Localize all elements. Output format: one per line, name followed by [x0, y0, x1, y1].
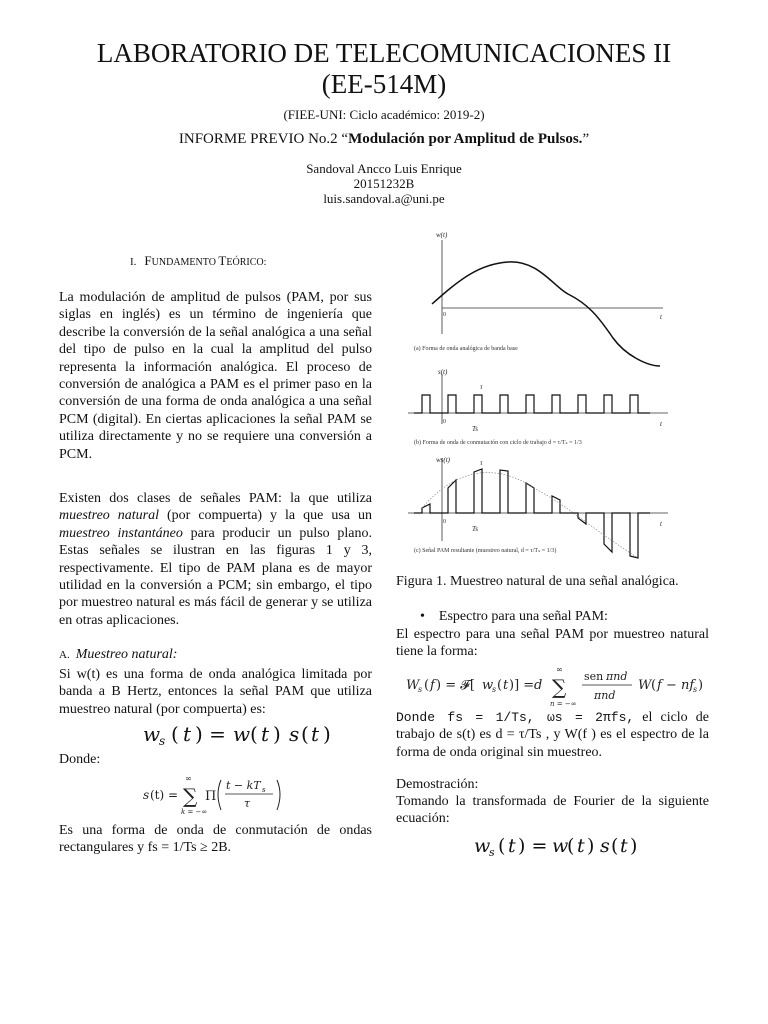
academic-cycle: (FIEE-UNI: Ciclo académico: 2019-2) [283, 107, 485, 122]
svg-text:w: w [233, 722, 251, 746]
bullet-dot: • [420, 609, 425, 624]
figure-caption: Figura 1. Muestreo natural de una señal analógica. [396, 574, 679, 589]
svg-text:(: ( [651, 678, 657, 693]
svg-text:(: ( [301, 722, 309, 746]
svg-text:t: t [508, 835, 516, 857]
svg-text:s: s [693, 685, 698, 694]
svg-text:w: w [482, 678, 494, 693]
svg-text:s: s [492, 685, 497, 694]
title-line-1: LABORATORIO DE TELECOMUNICACIONES II [96, 38, 672, 68]
svg-text:∞: ∞ [185, 774, 192, 783]
author-block [0, 161, 768, 206]
svg-text:(: ( [424, 678, 430, 693]
panel-a [414, 231, 663, 366]
p2-italic-natural: muestreo natural [59, 508, 160, 524]
Ts-label-c: Ts [472, 525, 478, 533]
bullet-spectrum [420, 608, 608, 625]
svg-text:): ) [630, 835, 638, 857]
eq3-text [474, 832, 480, 833]
svg-text:)] =: )] = [509, 678, 535, 693]
svg-text:(: ( [171, 722, 179, 746]
donde-label: Donde: [59, 752, 101, 767]
equation-spectrum-graphic [406, 663, 706, 709]
section-cap-2: T [218, 253, 227, 268]
pam-classes-paragraph [59, 490, 372, 629]
svg-text:s: s [489, 846, 495, 859]
svg-text:τ: τ [244, 797, 251, 810]
svg-text:∑: ∑ [552, 675, 567, 699]
figure-1-graphic [398, 226, 710, 566]
section-cap-1: F [144, 253, 152, 268]
svg-text:f: f [430, 678, 435, 693]
spectrum-paragraph: El espectro para una señal PAM por muestreo natural tiene la forma: [396, 627, 709, 660]
donde-fs-paragraph [396, 709, 709, 761]
report-suffix: ” [582, 131, 590, 147]
svg-text:∑: ∑ [183, 784, 198, 808]
axis-s-label: s(t) [438, 368, 448, 376]
equation-ws [143, 721, 343, 749]
equation-st-graphic [143, 772, 303, 816]
equation-ws-2 [474, 832, 644, 860]
svg-text:(: ( [250, 722, 258, 746]
svg-text:sen: sen [584, 670, 604, 683]
author-name: Sandoval Ancco Luis Enrique [306, 161, 462, 176]
subsection-number: A. [59, 649, 70, 661]
svg-text:(: ( [497, 678, 503, 693]
axis-w-label: w(t) [436, 231, 448, 239]
zero-c: 0 [443, 519, 446, 525]
svg-text:(: ( [611, 835, 619, 857]
svg-text:) =: ) = [195, 722, 226, 746]
svg-text:t: t [503, 678, 509, 693]
conmutacion-paragraph: Es una forma de onda de conmutación de ondas rectangulares y fs = 1/Ts ≥ 2B. [59, 823, 372, 856]
svg-text:(: ( [567, 835, 575, 857]
section-rest-1: UNDAMENTO [151, 257, 219, 268]
panel-c [408, 456, 668, 558]
report-title: Modulación por Amplitud de Pulsos. [348, 131, 583, 147]
author-code: 20151232B [353, 176, 415, 191]
intro-paragraph: La modulación de amplitud de pulsos (PAM, por sus siglas en inglés) es un término de ingeniería que describe la conversión de la señal analógica a una señal del tipo de pulso en la cual la amplitud del pulso representa la información analógica. El proceso de conversión de analógica a PAM es el primer paso en la conversión de una forma de onda analógica a una señal PCM (digital). En ciertas aplicaciones la señal PAM se utiliza directamente y no se requiere una conversión a PCM. [59, 290, 372, 462]
zero-b: 0 [443, 419, 446, 425]
paper-title [0, 38, 768, 100]
svg-text:W: W [638, 678, 652, 693]
equation-st [143, 772, 303, 816]
svg-text:πnd: πnd [594, 689, 616, 702]
axis-t-c: t [660, 520, 662, 528]
section-heading [130, 253, 266, 269]
svg-text:s: s [143, 788, 150, 802]
figure-1 [398, 226, 710, 566]
svg-text:(t) =: (t) = [150, 788, 179, 802]
svg-text:∞: ∞ [556, 665, 563, 674]
svg-text:): ) [273, 722, 281, 746]
equation-spectrum [406, 663, 706, 709]
panel-b [408, 368, 668, 446]
caption-b: (b) Forma de onda de conmutación con ciclo de trabajo d = τ/Tₛ = 1/3 [414, 440, 582, 446]
caption-c: (c) Señal PAM resultante (muestreo natural, d = τ/Tₛ = 1/3) [414, 548, 557, 554]
svg-text:) =: ) = [518, 835, 548, 857]
eq1-text [143, 721, 149, 722]
axis-t-a: t [660, 313, 662, 321]
svg-text:): ) [587, 835, 595, 857]
svg-text:Π: Π [205, 789, 217, 804]
axis-ws-label: ws(t) [436, 456, 450, 464]
svg-text:s: s [159, 734, 166, 748]
svg-text:t: t [311, 722, 320, 746]
svg-text:s: s [262, 786, 266, 794]
demo-text: Tomando la transformada de Fourier de la siguiente ecuación: [396, 794, 709, 827]
svg-text:d: d [534, 678, 543, 693]
tau-label-b: τ [480, 383, 483, 391]
svg-text:t: t [620, 835, 628, 857]
svg-text:k = −∞: k = −∞ [181, 808, 208, 816]
natural-sampling-paragraph: Si w(t) es una forma de onda analógica limitada por banda a B Hertz, entonces la señal PAM que utiliza muestreo natural (por compuerta) es: [59, 667, 372, 717]
svg-text:t: t [183, 722, 192, 746]
svg-text:s: s [418, 685, 423, 694]
caption-a: (a) Forma de onda analógica de banda base [414, 346, 518, 352]
svg-text:t: t [261, 722, 270, 746]
svg-text:w: w [143, 722, 161, 746]
equation-ws-graphic [143, 721, 343, 749]
donde-fs-text: el ciclo de trabajo de s(t) es d = τ/Ts , y W(f ) es el espectro de la forma de onda original sin muestreo. [396, 710, 709, 760]
zero-a: 0 [443, 312, 446, 318]
svg-text:s: s [600, 835, 610, 857]
bullet-text: Espectro para una señal PAM: [438, 609, 608, 624]
svg-text:W: W [406, 678, 420, 693]
svg-text:t − kT: t − kT [226, 779, 261, 792]
demo-title: Demostración: [396, 777, 479, 792]
p2-part-b: (por compuerta) y la que usa un [159, 508, 372, 524]
svg-text:s: s [289, 722, 300, 746]
svg-text:): ) [323, 722, 331, 746]
report-heading [0, 131, 768, 148]
author-email: luis.sandoval.a@uni.pe [323, 191, 445, 206]
p2-part-a: Existen dos clases de señales PAM: la que utiliza [59, 491, 372, 506]
p2-italic-instant: muestreo instantáneo [59, 525, 183, 541]
title-line-2: (EE-514M) [321, 69, 447, 99]
svg-text:): ) [698, 678, 704, 693]
tau-label-c: τ [480, 459, 483, 467]
equation-ws-2-graphic [474, 832, 644, 860]
svg-text:t: t [577, 835, 585, 857]
Ts-label-b: Ts [472, 425, 478, 433]
svg-text:w: w [474, 835, 491, 857]
report-prefix: INFORME PREVIO No.2 “ [178, 131, 349, 147]
section-numeral: I. [130, 256, 137, 268]
svg-text:f − nf: f − nf [657, 678, 695, 693]
svg-text:n = −∞: n = −∞ [550, 700, 577, 708]
svg-text:w: w [552, 835, 569, 857]
svg-text:) = 𝓕[: ) = 𝓕[ [436, 678, 475, 693]
svg-text:πnd: πnd [606, 670, 628, 683]
subsection-title: Muestreo natural: [75, 647, 178, 662]
section-rest-2: EÓRICO: [226, 257, 267, 268]
p2-part-c: para producir un pulso plano. Estas señales se ilustran en las figuras 1 y 3, respectivamente. El tipo de PAM plana es de mayor utilidad en la conversión a PCM; sin embargo, el tipo por muestreo natural es más fácil de generar y se utiliza en otras aplicaciones. [59, 525, 372, 628]
axis-t-b: t [660, 420, 662, 428]
svg-text:(: ( [498, 835, 506, 857]
donde-fs-mono: Donde fs = 1/Ts, ωs = 2πfs, [396, 710, 635, 725]
subsection-heading [59, 647, 177, 663]
